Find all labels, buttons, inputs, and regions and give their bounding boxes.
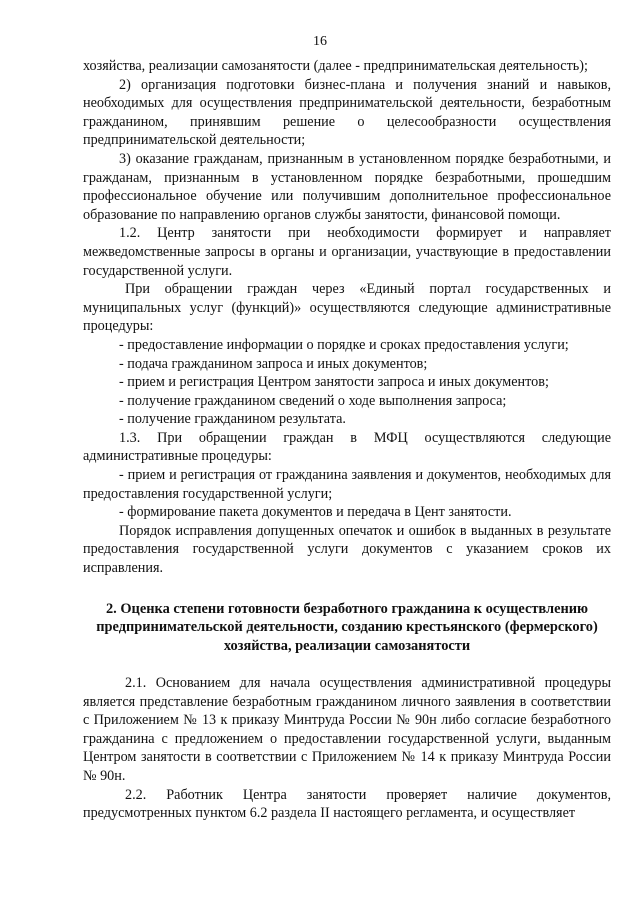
list-item: - предоставление информации о порядке и сроках предоставления услуги; xyxy=(119,336,569,353)
section-heading: 2. Оценка степени готовности безработного гражданина к осуществлению предпринимательской деятельности, созданию крестьянского (фермерского) хозяйства, реализации самозанятости xyxy=(96,600,598,655)
paragraph: 1.2. Центр занятости при необходимости формирует и направляет межведомственные запросы в органы и организации, участвующие в предоставлении государственной услуги. xyxy=(83,225,611,279)
list-item: - подача гражданином запроса и иных документов; xyxy=(119,355,428,372)
page-number: 16 xyxy=(313,34,327,49)
document-body xyxy=(83,57,611,823)
list-item: - прием и регистрация от гражданина заявления и документов, необходимых для предоставления государственной услуги; xyxy=(83,467,611,502)
list-item: - получение гражданином результата. xyxy=(119,411,346,428)
list-item: - формирование пакета документов и передача в Цент занятости. xyxy=(119,504,512,521)
list-item: - получение гражданином сведений о ходе выполнения запроса; xyxy=(119,392,507,409)
paragraph: 2.1. Основанием для начала осуществления административной процедуры является представление безработным гражданином личного заявления в соответствии с Приложением № 13 к приказу Минтруда России № 90н либо согласие безработного гражданина с предложением о предоставлении государственной услуги, выданным Центром занятости в соответствии с Приложением № 14 к приказу Минтруда России № 90н. xyxy=(83,675,611,784)
paragraph: При обращении граждан через «Единый портал государственных и муниципальных услуг (функций)» осуществляются следующие административные процедуры: xyxy=(83,281,611,335)
paragraph: 2.2. Работник Центра занятости проверяет наличие документов, предусмотренных пунктом 6.2 раздела II настоящего регламента, и осуществляет xyxy=(83,786,611,822)
paragraph: хозяйства, реализации самозанятости (далее - предпринимательская деятельность); xyxy=(83,58,588,74)
paragraph: Порядок исправления допущенных опечаток и ошибок в выданных в результате предоставления государственной услуги документов с указанием сроков их исправления. xyxy=(83,522,611,577)
paragraph: 2) организация подготовки бизнес-плана и получения знаний и навыков, необходимых для осуществления предпринимательской деятельности, безработным гражданином, принявшим решение о целесообразности осуществления предпринимательской деятельности; xyxy=(83,76,611,149)
paragraph: 1.3. При обращении граждан в МФЦ осуществляются следующие административные процедуры: xyxy=(83,429,611,465)
list-item: - прием и регистрация Центром занятости запроса и иных документов; xyxy=(119,374,549,391)
paragraph: 3) оказание гражданам, признанным в установленном порядке безработными, и гражданам, признанным в установленном порядке безработными, прошедшим профессиональное обучение или получившим дополнительное профессиональное образование по направлению органов службы занятости, финансовой помощи. xyxy=(83,150,611,223)
